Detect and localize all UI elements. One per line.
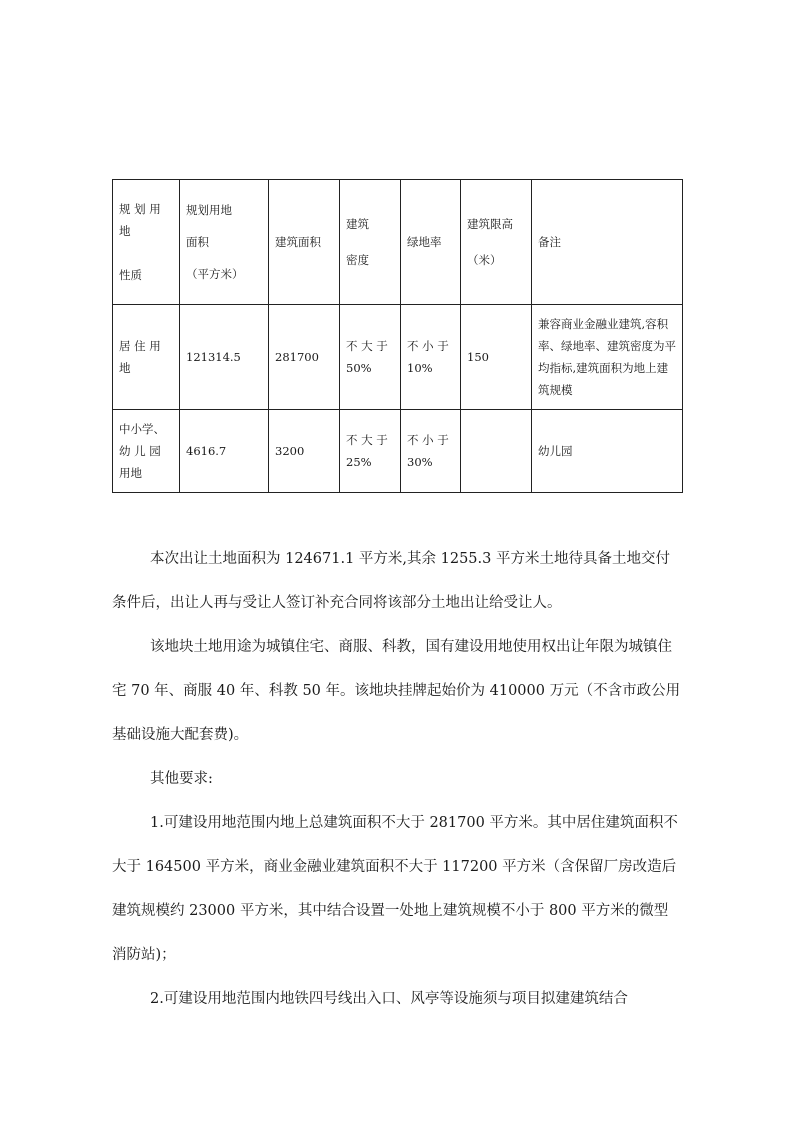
header-remark: 备注: [532, 180, 683, 305]
cell-building-area: 281700: [269, 305, 340, 410]
cell-land-area: 121314.5: [180, 305, 269, 410]
header-land-area: 规划用地 面积 （平方米）: [180, 180, 269, 305]
paragraph-land-use: 该地块土地用途为城镇住宅、商服、科教，国有建设用地使用权出让年限为城镇住宅 70 年、商服 40 年、科教 50 年。该地块挂牌起始价为 410000 万元（不含市政公用基础设施大配套费)。: [112, 639, 681, 743]
cell-land-nature: 中小学、幼 儿 园 用地: [113, 410, 180, 493]
paragraph-requirement-1: 1.可建设用地范围内地上总建筑面积不大于 281700 平方米。其中居住建筑面积不大于 164500 平方米，商业金融业建筑面积不大于 117200 平方米（含保留厂房改造后建筑规模约 23000 平方米，其中结合设置一处地上建筑规模不小于 800 平方米的微型消防站)；: [112, 815, 678, 963]
paragraph-requirement-2: 2.可建设用地范围内地铁四号线出入口、风亭等设施须与项目拟建建筑结合: [150, 991, 628, 1007]
cell-height-limit: 150: [461, 305, 532, 410]
cell-density: 不 大 于 50%: [340, 305, 401, 410]
header-land-nature: 规 划 用 地 性质: [113, 180, 180, 305]
header-building-area: 建筑面积: [269, 180, 340, 305]
header-density: 建筑 密度: [340, 180, 401, 305]
cell-density: 不 大 于 25%: [340, 410, 401, 493]
table-row: [113, 410, 683, 493]
table-row: [113, 305, 683, 410]
cell-remark: 幼儿园: [532, 410, 683, 493]
header-height-limit: 建筑限高 （米）: [461, 180, 532, 305]
header-green-ratio: 绿地率: [401, 180, 461, 305]
cell-height-limit: [461, 410, 532, 493]
paragraph-other-requirements-title: 其他要求:: [150, 771, 213, 787]
land-plan-table: [112, 179, 683, 493]
cell-land-nature: 居 住 用 地: [113, 305, 180, 410]
cell-green-ratio: 不 小 于 10%: [401, 305, 461, 410]
table-header-row: [113, 180, 683, 305]
cell-land-area: 4616.7: [180, 410, 269, 493]
paragraph-transfer-area: 本次出让土地面积为 124671.1 平方米,其余 1255.3 平方米土地待具备土地交付条件后，出让人再与受让人签订补充合同将该部分土地出让给受让人。: [112, 551, 670, 611]
cell-remark: 兼容商业金融业建筑,容积率、绿地率、建筑密度为平均指标,建筑面积为地上建筑规模: [532, 305, 683, 410]
cell-green-ratio: 不 小 于 30%: [401, 410, 461, 493]
cell-building-area: 3200: [269, 410, 340, 493]
